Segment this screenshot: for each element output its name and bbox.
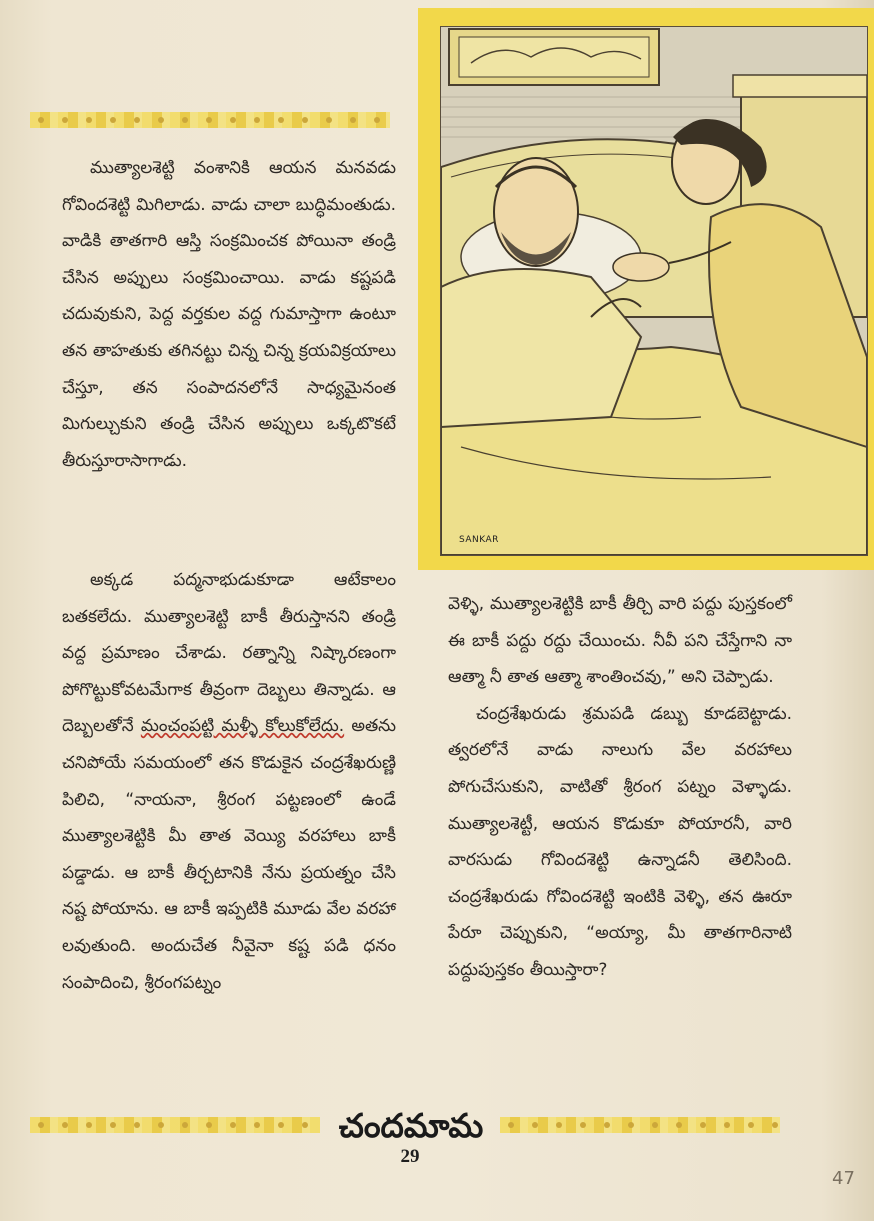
ornament-dot (134, 117, 140, 123)
ornament-dot (580, 1122, 586, 1128)
ornament-dot (182, 1122, 188, 1128)
ornament-dot (86, 1122, 92, 1128)
ornament-dot (302, 1122, 308, 1128)
page-number: 29 (400, 1146, 420, 1167)
ornament-dot (302, 117, 308, 123)
ornament-dot (254, 117, 260, 123)
ornament-dot (158, 117, 164, 123)
ornament-dot (772, 1122, 778, 1128)
ornament-dot (652, 1122, 658, 1128)
ornament-dot (700, 1122, 706, 1128)
ornament-dot (206, 1122, 212, 1128)
ornament-dot (604, 1122, 610, 1128)
magazine-title: చందమామ (338, 1106, 484, 1145)
artist-signature: SANKAR (459, 535, 499, 545)
ornament-dot (724, 1122, 730, 1128)
handwritten-note: 47 (832, 1168, 855, 1189)
paragraph-padmanabhudu-part-b: అతను చనిపోయే సమయంలో తన కొడుకైన చంద్రశేఖరుణ్ణి పిలిచి, “నాయనా, శ్రీరంగ పట్టణంలో ఉండే ముత్యాలశెట్టికి మీ తాత వెయ్యి వరహాలు బాకీ పడ్డాడు. ఆ బాకీ తీర్చటానికి నేను ప్రయత్నం చేసి నష్ట పోయాను. ఆ బాకీ ఇప్పటికి మూడు వేల వరహా లవుతుంది. అందుచేత నీవైనా కష్ట పడి ధనం సంపాదించి, శ్రీరంగపట్నం (62, 716, 396, 993)
ornament-dot (748, 1122, 754, 1128)
paragraph-govindashetty: ముత్యాలశెట్టి వంశానికి ఆయన మనవడు గోవిందశెట్టి మిగిలాడు. వాడు చాలా బుద్ధిమంతుడు. వాడికి తాతగారి ఆస్తి సంక్రమించక పోయినా తండ్రి చేసిన అప్పులు సంక్రమించాయి. వాడు కష్టపడి చదువుకుని, పెద్ద వర్తకుల వద్ద గుమాస్తాగా ఉంటూ తన తాహతుకు తగినట్టు చిన్న చిన్న క్రయవిక్రయాలు చేస్తూ, తన సంపాదనలోనే సాధ్యమైనంత మిగుల్చుకుని తండ్రి చేసిన అప్పులు ఒక్కటొకటే తీరుస్తూరాసాగాడు. (62, 158, 396, 471)
ornament-dot (38, 117, 44, 123)
story-illustration (440, 26, 868, 556)
ornament-dot (38, 1122, 44, 1128)
ornament-dot (508, 1122, 514, 1128)
ornament-dot (62, 1122, 68, 1128)
ornament-dot (374, 117, 380, 123)
paragraph-chandrashekharudu: చంద్రశేఖరుడు శ్రమపడి డబ్బు కూడబెట్టాడు. త్వరలోనే వాడు నాలుగు వేల వరహాలు పోగుచేసుకుని, వాటితో శ్రీరంగ పట్నం వెళ్ళాడు. ముత్యాలశెట్టీ, ఆయన కొడుకూ పోయారనీ, వారి వారసుడు గోవిందశెట్టి ఉన్నాడనీ తెలిసింది. చంద్రశేఖరుడు గోవిందశెట్టి ఇంటికి వెళ్ళి, తన ఊరూ పేరూ చెప్పుకుని, “అయ్యా, మీ తాతగారినాటి పద్దుపుస్తకం తీయిస్తారా? (448, 703, 792, 980)
ornament-dot (158, 1122, 164, 1128)
ornament-dot (628, 1122, 634, 1128)
ornament-dot (230, 1122, 236, 1128)
ornament-dot (62, 117, 68, 123)
ornament-dot (182, 117, 188, 123)
ornament-dot (134, 1122, 140, 1128)
underlined-sentence: మంచంపట్టి మళ్ళీ కోలుకోలేదు. (140, 716, 345, 737)
ornament-dot (254, 1122, 260, 1128)
ornament-dot (86, 117, 92, 123)
ornament-dot (110, 117, 116, 123)
left-column-top (62, 150, 396, 479)
ornament-dot (110, 1122, 116, 1128)
left-column-bottom (62, 562, 396, 1001)
bottom-right-ornament-band (500, 1117, 780, 1133)
paragraph-instruction: వెళ్ళి, ముత్యాలశెట్టికి బాకీ తీర్చి వారి పద్దు పుస్తకంలో ఈ బాకీ పద్దు రద్దు చేయించు. నీవీ పని చేస్తేగాని నా ఆత్మా నీ తాత ఆత్మా శాంతించవు,” అని చెప్పాడు. (448, 594, 792, 688)
ornament-dot (230, 117, 236, 123)
ornament-dot (326, 117, 332, 123)
paragraph-padmanabhudu (62, 562, 396, 1001)
right-column (448, 586, 792, 989)
top-ornament-band (30, 112, 390, 128)
illustration-drawing-icon (441, 27, 867, 555)
paragraph-padmanabhudu-part-a: అక్కడ పద్మనాభుడుకూడా ఆటేకాలం బతకలేదు. ముత్యాలశెట్టి బాకీ తీరుస్తానని తండ్రి వద్ద ప్రమాణం చేశాడు. రత్నాన్ని నిష్కారణంగా పోగొట్టుకోవటమేగాక తీవ్రంగా దెబ్బలు తిన్నాడు. ఆ దెబ్బలతోనే (62, 570, 396, 737)
ornament-dot (532, 1122, 538, 1128)
bottom-left-ornament-band (30, 1117, 320, 1133)
ornament-dot (676, 1122, 682, 1128)
ornament-dot (350, 117, 356, 123)
ornament-dot (278, 117, 284, 123)
ornament-dot (278, 1122, 284, 1128)
ornament-dot (556, 1122, 562, 1128)
ornament-dot (206, 117, 212, 123)
